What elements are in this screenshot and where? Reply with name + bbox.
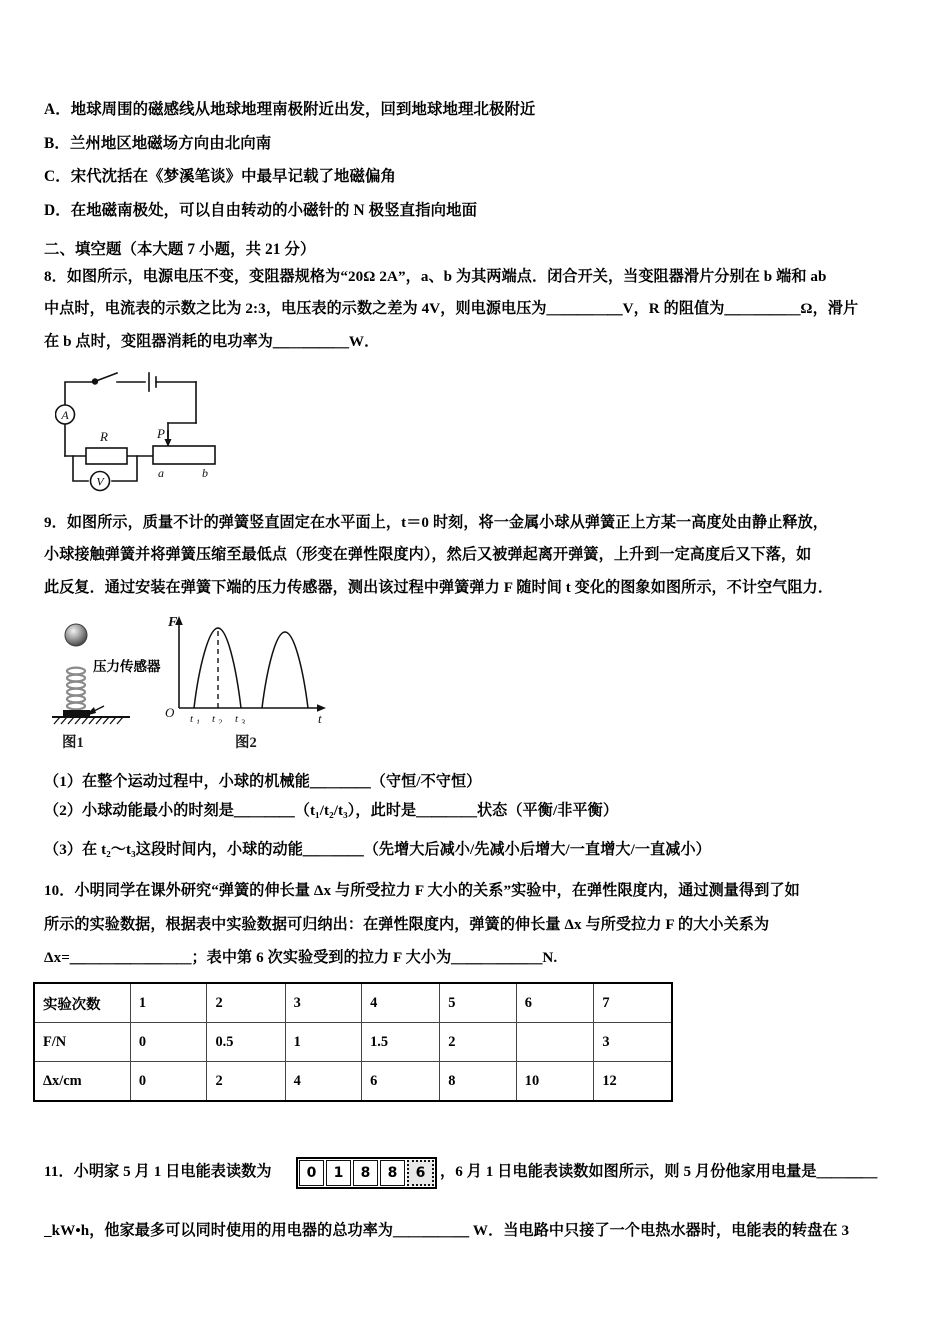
cell-extension-4: 6 [362, 1062, 440, 1102]
q9-figure1-spring-apparatus [52, 618, 167, 736]
tick-t2: t [212, 713, 216, 724]
svg-text:2: 2 [218, 718, 222, 724]
row-label-trials: 实验次数 [34, 983, 130, 1023]
figure1-caption: 图1 [62, 735, 84, 751]
q11-line1-pre: 11．小明家 5 月 1 日电能表读数为 [44, 1164, 272, 1180]
cell-trial-3: 3 [285, 983, 362, 1023]
cell-trial-5: 5 [440, 983, 517, 1023]
cell-extension-1: 0 [130, 1062, 207, 1102]
q8-line3: 在 b 点时，变阻器消耗的电功率为＿＿＿＿＿W． [44, 334, 380, 350]
table-row [34, 983, 672, 1023]
cell-trial-4: 4 [362, 983, 440, 1023]
cell-trial-1: 1 [130, 983, 207, 1023]
slider-label: P [157, 426, 165, 441]
spring-coils [67, 668, 85, 710]
cell-extension-2: 2 [207, 1062, 285, 1102]
q8-circuit-diagram [55, 368, 285, 496]
cell-extension-5: 8 [440, 1062, 517, 1102]
t-axis-label: t [318, 711, 322, 724]
q10-line3: Δx=＿＿＿＿＿＿＿＿；表中第 6 次实验受到的拉力 F 大小为＿＿＿＿＿＿N. [44, 950, 558, 966]
q9-line3: 此反复．通过安装在弹簧下端的压力传感器，测出该过程中弹簧弹力 F 随时间 t 变化的图象如图所示，不计空气阻力． [44, 580, 834, 596]
option-c: C．宋代沈括在《梦溪笔谈》中最早记载了地磁偏角 [44, 168, 397, 185]
cell-trial-6: 6 [516, 983, 594, 1023]
metal-ball [65, 624, 87, 646]
svg-text:A: A [61, 408, 69, 422]
cell-force-1: 0 [130, 1023, 207, 1062]
cell-trial-2: 2 [207, 983, 285, 1023]
terminal-a-label: a [158, 466, 164, 480]
section-heading: 二、填空题（本大题 7 小题，共 21 分） [44, 241, 316, 258]
svg-text:1: 1 [196, 718, 200, 724]
meter-digit-4: 8 [380, 1160, 405, 1186]
option-d: D．在地磁南极处，可以自由转动的小磁针的 N 极竖直指向地面 [44, 202, 478, 219]
q9-sub2: （2）小球动能最小的时刻是＿＿＿＿（t₁/t₂/t₃），此时是＿＿＿＿状态（平衡/非平衡） [44, 803, 619, 819]
row-label-force: F/N [34, 1023, 130, 1062]
resistor-label: R [100, 429, 108, 444]
cell-force-5: 2 [440, 1023, 517, 1062]
meter-digit-decimal: 6 [407, 1160, 434, 1186]
figure1-svg [52, 618, 167, 736]
q8-line1: 8．如图所示，电源电压不变，变阻器规格为“20Ω 2A”，a、b 为其两端点．闭合开关，当变阻器滑片分别在 b 端和 ab [44, 269, 827, 285]
energy-meter-display [296, 1157, 437, 1189]
q9-sub1: （1）在整个运动过程中，小球的机械能＿＿＿＿（守恒/不守恒） [44, 774, 482, 790]
cell-force-6 [516, 1023, 594, 1062]
q10-data-table [33, 982, 673, 1102]
option-b: B．兰州地区地磁场方向由北向南 [44, 135, 272, 152]
cell-extension-7: 12 [594, 1062, 672, 1102]
pressure-sensor-label: 压力传感器 [93, 659, 161, 674]
cell-force-3: 1 [285, 1023, 362, 1062]
row-label-extension: Δx/cm [34, 1062, 130, 1102]
cell-force-2: 0.5 [207, 1023, 285, 1062]
option-a: A．地球周围的磁感线从地球地理南极附近出发，回到地球地理北极附近 [44, 101, 536, 118]
ground-hatching [54, 717, 123, 724]
circuit-svg [55, 368, 285, 496]
meter-digit-2: 1 [326, 1160, 351, 1186]
q10-line2: 所示的实验数据，根据表中实验数据可归纳出：在弹性限度内，弹簧的伸长量 Δx 与所受拉力 F 的大小关系为 [44, 917, 770, 933]
tick-t3: t [235, 713, 239, 724]
cell-trial-7: 7 [594, 983, 672, 1023]
origin-label: O [165, 705, 175, 720]
q11-line1-post: ，6 月 1 日电能表读数如图所示，则 5 月份他家用电量是＿＿＿＿ [440, 1164, 878, 1180]
rheostat-symbol [153, 446, 215, 464]
cell-extension-6: 10 [516, 1062, 594, 1102]
table-row [34, 1023, 672, 1062]
q11-line2: _kW•h，他家最多可以同时使用的用电器的总功率为＿＿＿＿＿ W．当电路中只接了一个电热水器时，电能表的转盘在 3 [44, 1223, 850, 1239]
meter-digit-3: 8 [353, 1160, 378, 1186]
q9-line1: 9．如图所示，质量不计的弹簧竖直固定在水平面上，t＝0 时刻，将一金属小球从弹簧正上方某一高度处由静止释放， [44, 515, 828, 531]
cell-extension-3: 4 [285, 1062, 362, 1102]
figure2-caption: 图2 [235, 735, 257, 751]
cell-force-7: 3 [594, 1023, 672, 1062]
svg-text:3: 3 [241, 718, 245, 724]
resistor-symbol [86, 448, 127, 464]
q8-line2: 中点时，电流表的示数之比为 2:3，电压表的示数之差为 4V，则电源电压为＿＿＿＿＿V，R 的阻值为＿＿＿＿＿Ω，滑片 [44, 301, 859, 317]
q9-sub3: （3）在 t₂～t₃这段时间内，小球的动能＿＿＿＿（先增大后减小/先减小后增大/一直增大/一直减小） [44, 842, 711, 858]
ft-curve-2 [262, 632, 308, 708]
terminal-b-label: b [202, 466, 208, 480]
figure2-svg [152, 612, 337, 724]
tick-t1: t [190, 713, 194, 724]
table-row [34, 1062, 672, 1102]
q9-figure2-ft-graph [152, 612, 337, 724]
q10-line1: 10．小明同学在课外研究“弹簧的伸长量 Δx 与所受拉力 F 大小的关系”实验中，在弹性限度内，通过测量得到了如 [44, 883, 800, 899]
f-axis-label: F [168, 615, 178, 630]
q9-line2: 小球接触弹簧并将弹簧压缩至最低点（形变在弹性限度内），然后又被弹起离开弹簧，上升到一定高度后又下落，如 [44, 547, 812, 563]
svg-text:V: V [96, 474, 104, 489]
meter-digit-1: 0 [299, 1160, 324, 1186]
cell-force-4: 1.5 [362, 1023, 440, 1062]
